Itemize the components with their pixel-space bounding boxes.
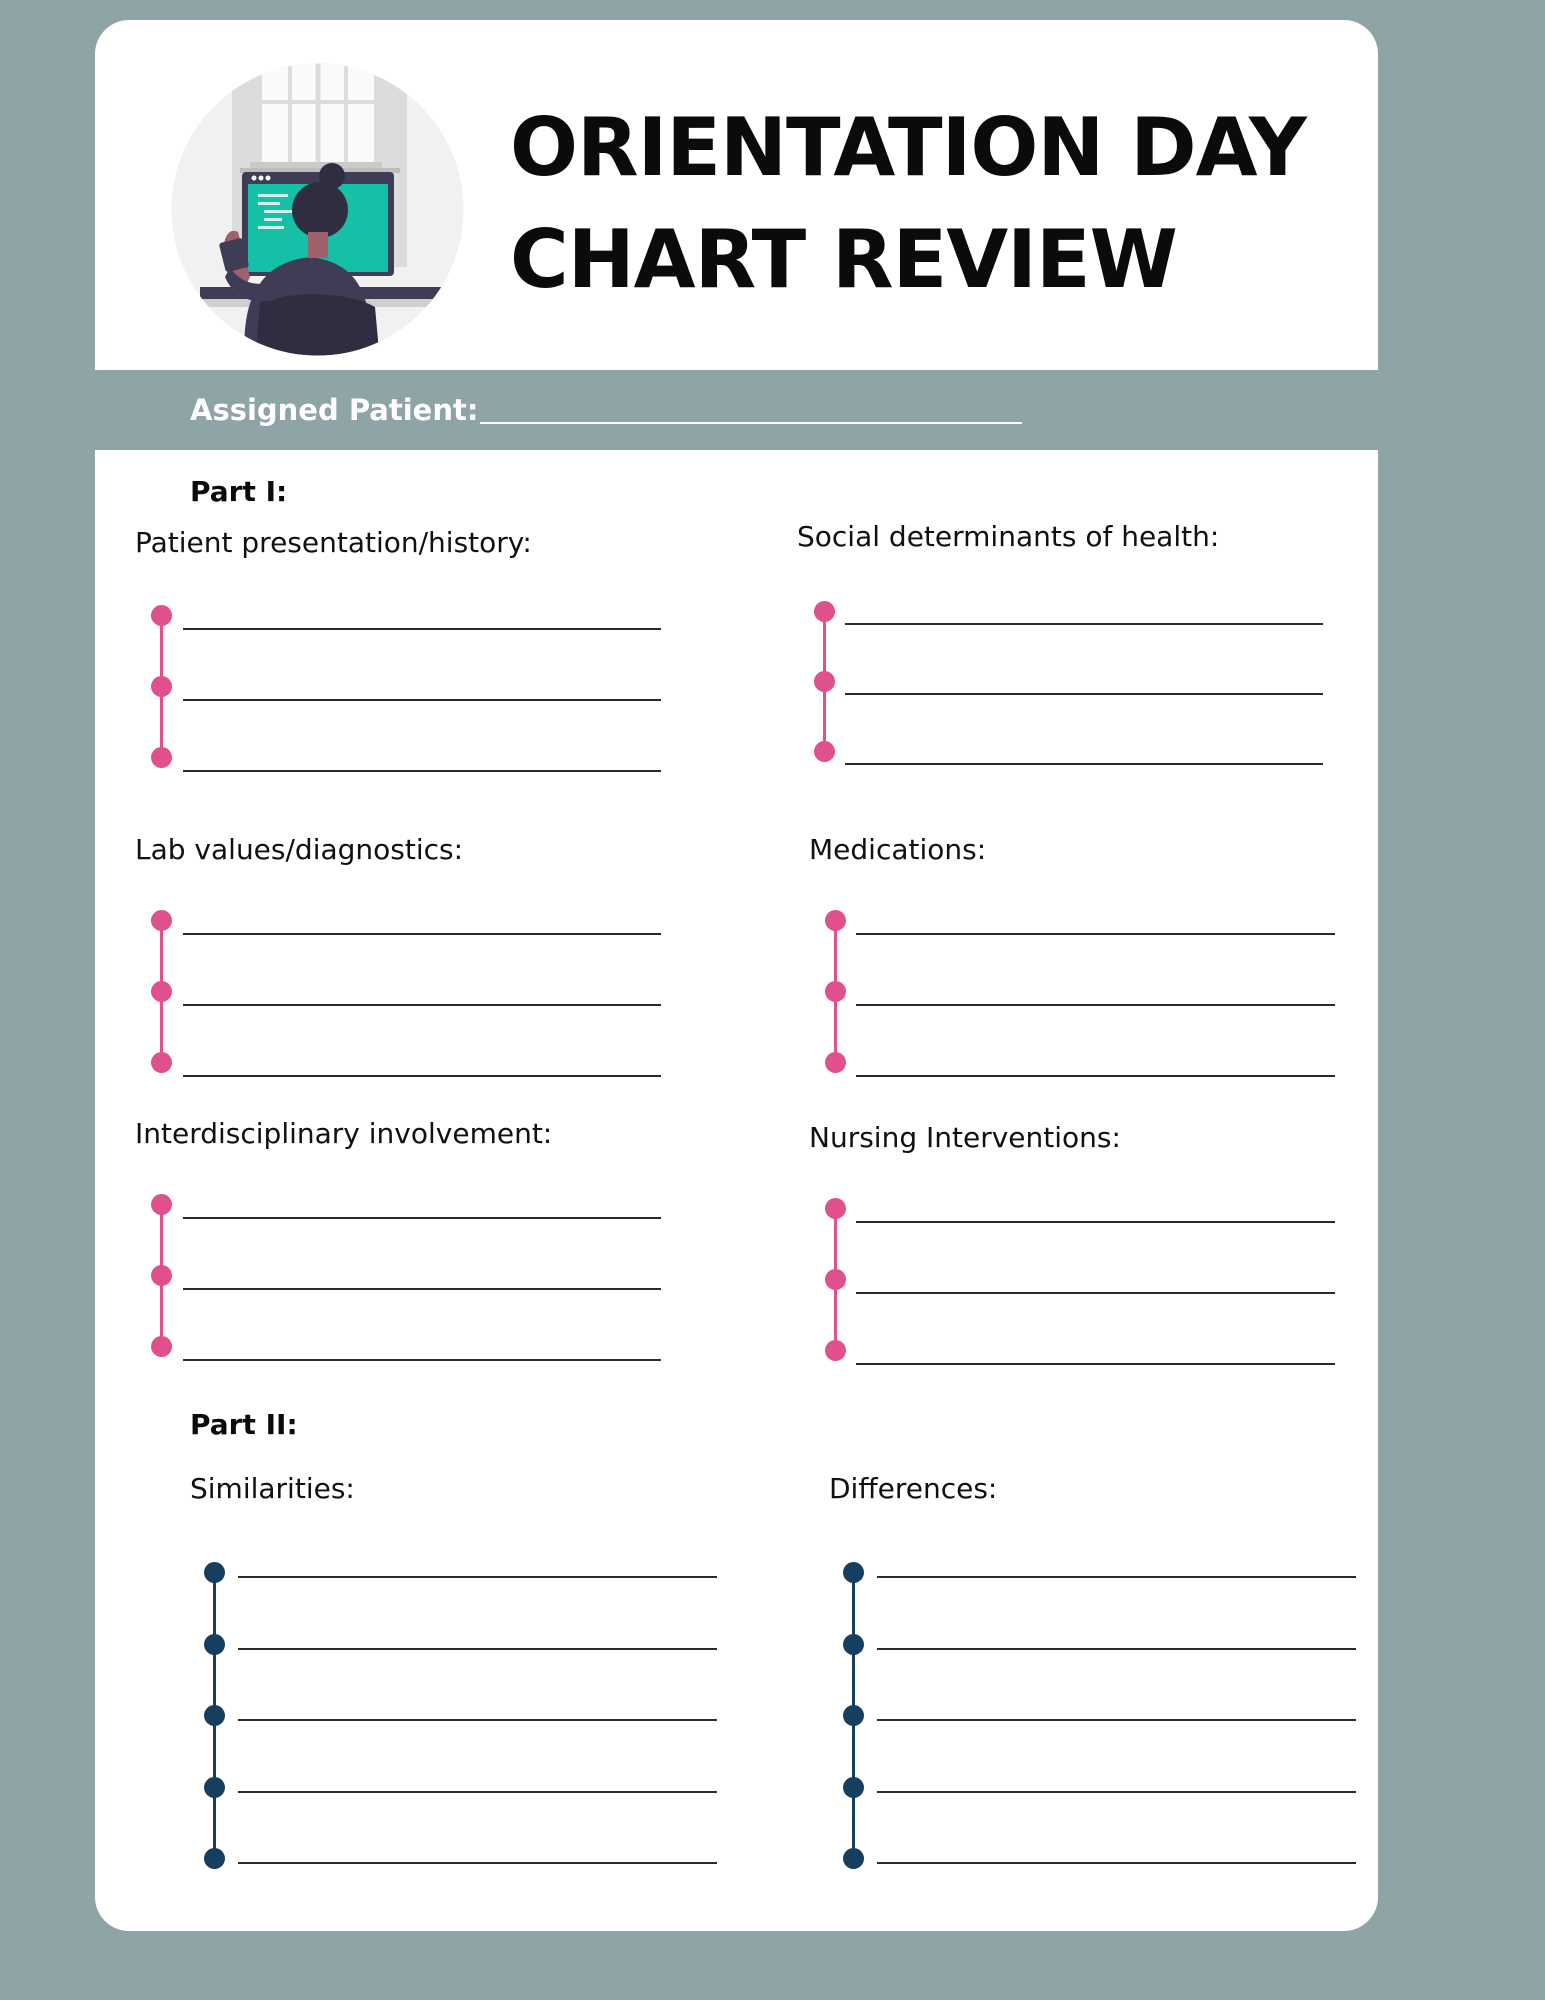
- answer-line[interactable]: [856, 1363, 1335, 1365]
- answer-line[interactable]: [183, 1075, 661, 1077]
- bullet-dot: [825, 1198, 846, 1219]
- bullet-dot: [204, 1634, 225, 1655]
- answer-line[interactable]: [183, 628, 661, 630]
- bullet-dot: [204, 1705, 225, 1726]
- answer-line[interactable]: [183, 1004, 661, 1006]
- assigned-patient-label: Assigned Patient:: [190, 393, 479, 427]
- answer-line[interactable]: [183, 699, 661, 701]
- section-label-medications: Medications:: [809, 833, 987, 866]
- answer-line[interactable]: [183, 1288, 661, 1290]
- answer-line[interactable]: [856, 1292, 1335, 1294]
- answer-line[interactable]: [183, 1217, 661, 1219]
- answer-line[interactable]: [877, 1791, 1356, 1793]
- section-label-differences: Differences:: [829, 1472, 998, 1505]
- section-label-interdisciplinary: Interdisciplinary involvement:: [135, 1117, 553, 1150]
- bullet-dot: [814, 601, 835, 622]
- section-label-patient-presentation: Patient presentation/history:: [135, 526, 532, 559]
- bullet-dot: [825, 910, 846, 931]
- bullet-dot: [151, 1052, 172, 1073]
- bullet-dot: [151, 747, 172, 768]
- answer-line[interactable]: [845, 623, 1323, 625]
- bullet-dot: [843, 1562, 864, 1583]
- form-card: [95, 450, 1378, 1931]
- answer-line[interactable]: [856, 1221, 1335, 1223]
- title-line-2: CHART REVIEW: [510, 213, 1177, 306]
- bullet-dot: [151, 910, 172, 931]
- bullet-dot: [843, 1705, 864, 1726]
- answer-line[interactable]: [877, 1648, 1356, 1650]
- answer-line[interactable]: [183, 770, 661, 772]
- answer-line[interactable]: [238, 1576, 717, 1578]
- page-title: [510, 92, 1306, 316]
- bullet-dot: [825, 1269, 846, 1290]
- bullet-dot: [843, 1634, 864, 1655]
- answer-line[interactable]: [238, 1648, 717, 1650]
- section-label-lab-values: Lab values/diagnostics:: [135, 833, 464, 866]
- answer-line[interactable]: [238, 1862, 717, 1864]
- assigned-patient-field[interactable]: [480, 422, 1022, 424]
- answer-line[interactable]: [856, 1075, 1335, 1077]
- answer-line[interactable]: [238, 1791, 717, 1793]
- answer-line[interactable]: [856, 1004, 1335, 1006]
- bullet-dot: [843, 1777, 864, 1798]
- section-label-social-determinants: Social determinants of health:: [797, 520, 1220, 553]
- answer-line[interactable]: [877, 1576, 1356, 1578]
- bullet-dot: [825, 981, 846, 1002]
- bullet-dot: [204, 1562, 225, 1583]
- answer-line[interactable]: [845, 693, 1323, 695]
- answer-line[interactable]: [877, 1719, 1356, 1721]
- part-1-label: Part I:: [190, 475, 288, 508]
- bullet-dot: [151, 1265, 172, 1286]
- answer-line[interactable]: [183, 1359, 661, 1361]
- bullet-dot: [814, 741, 835, 762]
- title-line-1: ORIENTATION DAY: [510, 101, 1306, 194]
- part-2-label: Part II:: [190, 1408, 298, 1441]
- bullet-dot: [204, 1777, 225, 1798]
- bullet-dot: [151, 981, 172, 1002]
- answer-line[interactable]: [877, 1862, 1356, 1864]
- bullet-dot: [825, 1340, 846, 1361]
- answer-line[interactable]: [845, 763, 1323, 765]
- answer-line[interactable]: [183, 933, 661, 935]
- answer-line[interactable]: [238, 1719, 717, 1721]
- section-label-nursing-interventions: Nursing Interventions:: [809, 1121, 1121, 1154]
- woman-at-computer-illustration: [170, 62, 465, 357]
- answer-line[interactable]: [856, 933, 1335, 935]
- bullet-dot: [814, 671, 835, 692]
- bullet-dot: [151, 1336, 172, 1357]
- bullet-dot: [843, 1848, 864, 1869]
- bullet-dot: [204, 1848, 225, 1869]
- section-label-similarities: Similarities:: [190, 1472, 355, 1505]
- bullet-dot: [151, 676, 172, 697]
- bullet-dot: [825, 1052, 846, 1073]
- bullet-dot: [151, 605, 172, 626]
- bullet-dot: [151, 1194, 172, 1215]
